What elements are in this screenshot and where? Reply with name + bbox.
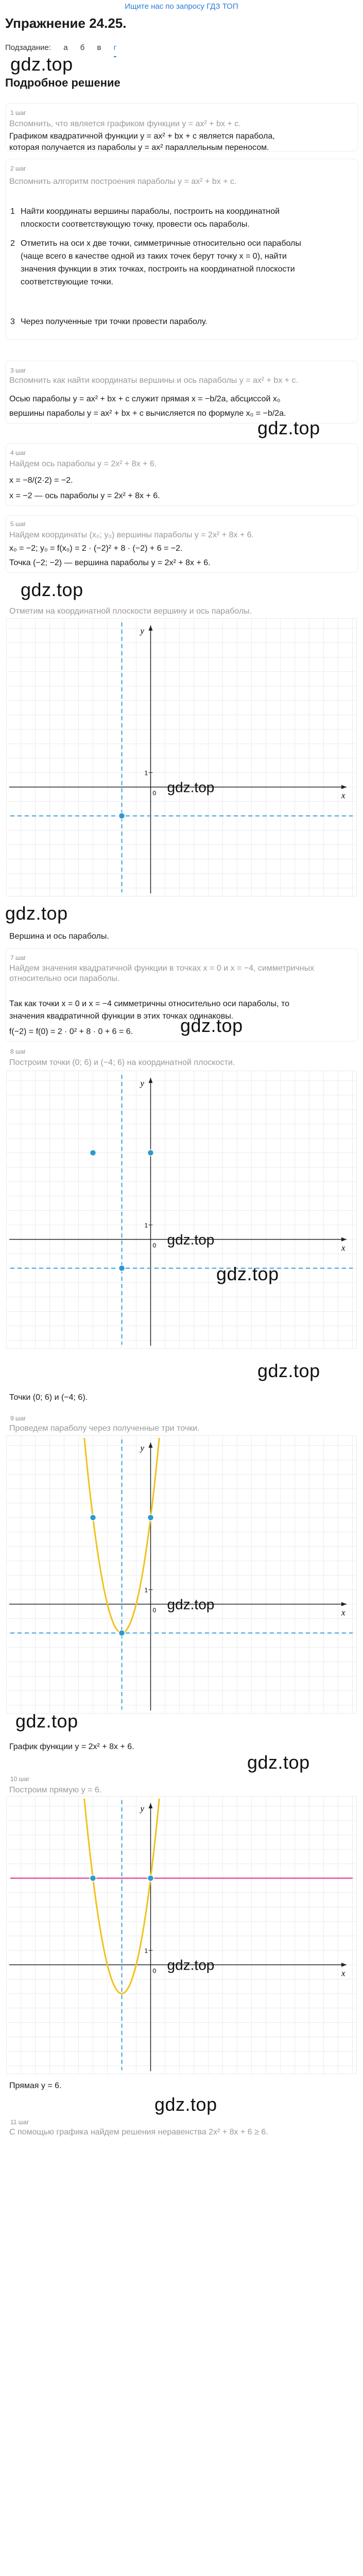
step-hint: Вспомнить, что является графиком функции y = ax² + bx + c.	[9, 120, 241, 128]
graph-point	[90, 1515, 96, 1521]
step-hint: Найдем ось параболы y = 2x² + 8x + 6.	[9, 460, 157, 468]
watermark: gdz.top	[257, 1360, 320, 1381]
step-text: которая получается из параболы y = ax² параллельным переносом.	[9, 143, 269, 152]
algorithm-text: Отметить на оси x две точки, симметричные относительно оси параболы (чаще всего в качестве одной из таких точек берут точку x = 0), найти значения функции в этих точках, построить на координатной плоскости соответствующие точки.	[21, 239, 301, 286]
step-label: 9 шаг	[10, 1415, 26, 1422]
origin-label: 0	[152, 1242, 157, 1249]
unit-label-y: 1	[144, 1586, 148, 1594]
watermark: gdz.top	[15, 1710, 78, 1732]
step-label: 1 шаг	[10, 109, 26, 116]
step-label: 3 шаг	[10, 367, 26, 374]
watermark: gdz.top	[10, 54, 73, 75]
step-label: 10 шаг	[10, 1775, 30, 1783]
unit-label-y: 1	[144, 769, 148, 777]
step-label: 2 шаг	[10, 165, 26, 172]
step-label: 8 шаг	[10, 1048, 26, 1055]
algorithm-text: Найти координаты вершины параболы, построить на координатной плоскости соответствующую точку, провести ось параболы.	[21, 207, 280, 229]
list-number: 3	[10, 317, 15, 326]
step-hint: Найдем значения квадратичной функции в точках x = 0 и x = −4, симметричных относительно оси параболы.	[9, 964, 315, 983]
step-text: Так как точки x = 0 и x = −4 симметричны относительно оси параболы, то	[9, 999, 290, 1008]
graph-frame	[6, 618, 357, 896]
watermark: gdz.top	[21, 579, 83, 600]
step-hint: Построим прямую y = 6.	[9, 1786, 102, 1794]
step-hint: Отметим на координатной плоскости вершину и ось параболы.	[9, 607, 252, 616]
graph-frame	[6, 1796, 357, 2074]
graph-caption: Прямая y = 6.	[9, 2081, 62, 2090]
graph-parabola	[6, 1435, 357, 1714]
step-text: x = −8/(2·2) = −2.	[9, 476, 73, 485]
step-text: f(−2) = f(0) = 2 · 0² + 8 · 0 + 6 = 6.	[9, 1027, 133, 1036]
graph-watermark: gdz.top	[167, 1596, 215, 1613]
page-title: Упражнение 24.25.	[5, 15, 127, 31]
watermark: gdz.top	[257, 417, 320, 438]
algorithm-item	[10, 315, 309, 328]
watermark: gdz.top	[154, 2094, 217, 2115]
graph-frame	[6, 1435, 357, 1714]
step-hint: С помощью графика найдем решения неравенства 2x² + 8x + 6 ≥ 6.	[9, 2128, 268, 2137]
step-hint: Найдем координаты (x₀; y₀) вершины параболы y = 2x² + 8x + 6.	[9, 531, 254, 539]
watermark: gdz.top	[247, 1752, 310, 1773]
graph-point	[148, 1875, 154, 1882]
graph-caption: Вершина и ось параболы.	[9, 932, 109, 941]
step-text: вершины параболы y = ax² + bx + c вычисляется по формуле x₀ = −b/2a.	[9, 409, 286, 418]
step-label: 7 шаг	[10, 954, 26, 961]
x-axis-label: x	[341, 1243, 345, 1253]
graph-points	[6, 1071, 357, 1349]
origin-label: 0	[152, 789, 157, 797]
step-text: x₀ = −2; y₀ = f(x₀) = 2 · (−2)² + 8 · (−2) + 6 = −2.	[9, 544, 183, 553]
list-number: 2	[10, 239, 15, 248]
watermark: gdz.top	[216, 1263, 279, 1284]
graph-point	[90, 1150, 96, 1156]
tab-v[interactable]: в	[97, 43, 101, 52]
graph-line-y6	[6, 1796, 357, 2074]
y-axis-label: y	[140, 1804, 145, 1814]
graph-caption: График функции y = 2x² + 8x + 6.	[9, 1742, 134, 1751]
x-axis-label: x	[341, 1607, 345, 1618]
step-hint: Построим точки (0; 6) и (−4; 6) на координатной плоскости.	[9, 1058, 235, 1067]
graph-frame	[6, 1071, 357, 1349]
watermark: gdz.top	[5, 903, 68, 924]
y-axis-label: y	[140, 1443, 145, 1453]
y-axis-label: y	[140, 626, 145, 636]
top-link[interactable]: Ищите нас по запросу ГДЗ ТОП	[125, 2, 238, 11]
graph-point	[119, 1265, 125, 1272]
graph-vertex-axis	[6, 618, 357, 896]
x-axis-label: x	[341, 1968, 345, 1978]
step-hint: Проведем параболу через полученные три точки.	[9, 1424, 200, 1433]
step-hint: Вспомнить алгоритм построения параболы y = ax² + bx + c.	[9, 177, 237, 186]
graph-point	[119, 813, 125, 819]
algorithm-item	[10, 205, 309, 231]
y-axis-label: y	[140, 1078, 145, 1088]
graph-point	[90, 1875, 96, 1882]
algorithm-item	[10, 237, 309, 289]
step-label: 5 шаг	[10, 520, 26, 528]
top-banner	[0, 0, 363, 13]
step-hint: Вспомнить как найти координаты вершины и ось параболы y = ax² + bx + c.	[9, 376, 298, 385]
graph-point	[148, 1515, 154, 1521]
graph-point	[148, 1150, 154, 1156]
graph-point	[119, 1630, 125, 1636]
watermark: gdz.top	[180, 1015, 243, 1036]
step-text: Точка (−2; −2) — вершина параболы y = 2x² + 8x + 6.	[9, 558, 211, 567]
tab-g[interactable]: г	[114, 43, 116, 57]
origin-label: 0	[152, 1606, 157, 1614]
step-text: x = −2 — ось параболы y = 2x² + 8x + 6.	[9, 492, 160, 500]
step-text: Графиком квадратичной функции y = ax² + bx + c является парабола,	[9, 132, 275, 141]
tab-a[interactable]: а	[63, 43, 68, 52]
origin-label: 0	[152, 1967, 157, 1975]
step-text: значения квадратичной функции в этих точках одинаковы.	[9, 1012, 234, 1021]
graph-watermark: gdz.top	[167, 1231, 215, 1248]
unit-label-y: 1	[144, 1947, 148, 1955]
x-axis-label: x	[341, 790, 345, 801]
unit-label-y: 1	[144, 1222, 148, 1229]
step-text: Осью параболы y = ax² + bx + c служит прямая x = −b/2a, абсциссой x₀	[9, 395, 281, 403]
subtask-label: Подзадание:	[5, 43, 51, 52]
list-number: 1	[10, 207, 15, 216]
algorithm-text: Через полученные три точки провести параболу.	[21, 317, 208, 326]
graph-caption: Точки (0; 6) и (−4; 6).	[9, 1393, 88, 1402]
graph-watermark: gdz.top	[167, 779, 215, 795]
step-label: 11 шаг	[10, 2119, 29, 2126]
subtask-tabs	[5, 43, 127, 52]
graph-watermark: gdz.top	[167, 1957, 215, 1973]
section-title: Подробное решение	[5, 76, 120, 89]
tab-b[interactable]: б	[80, 43, 85, 52]
step-label: 4 шаг	[10, 449, 26, 456]
